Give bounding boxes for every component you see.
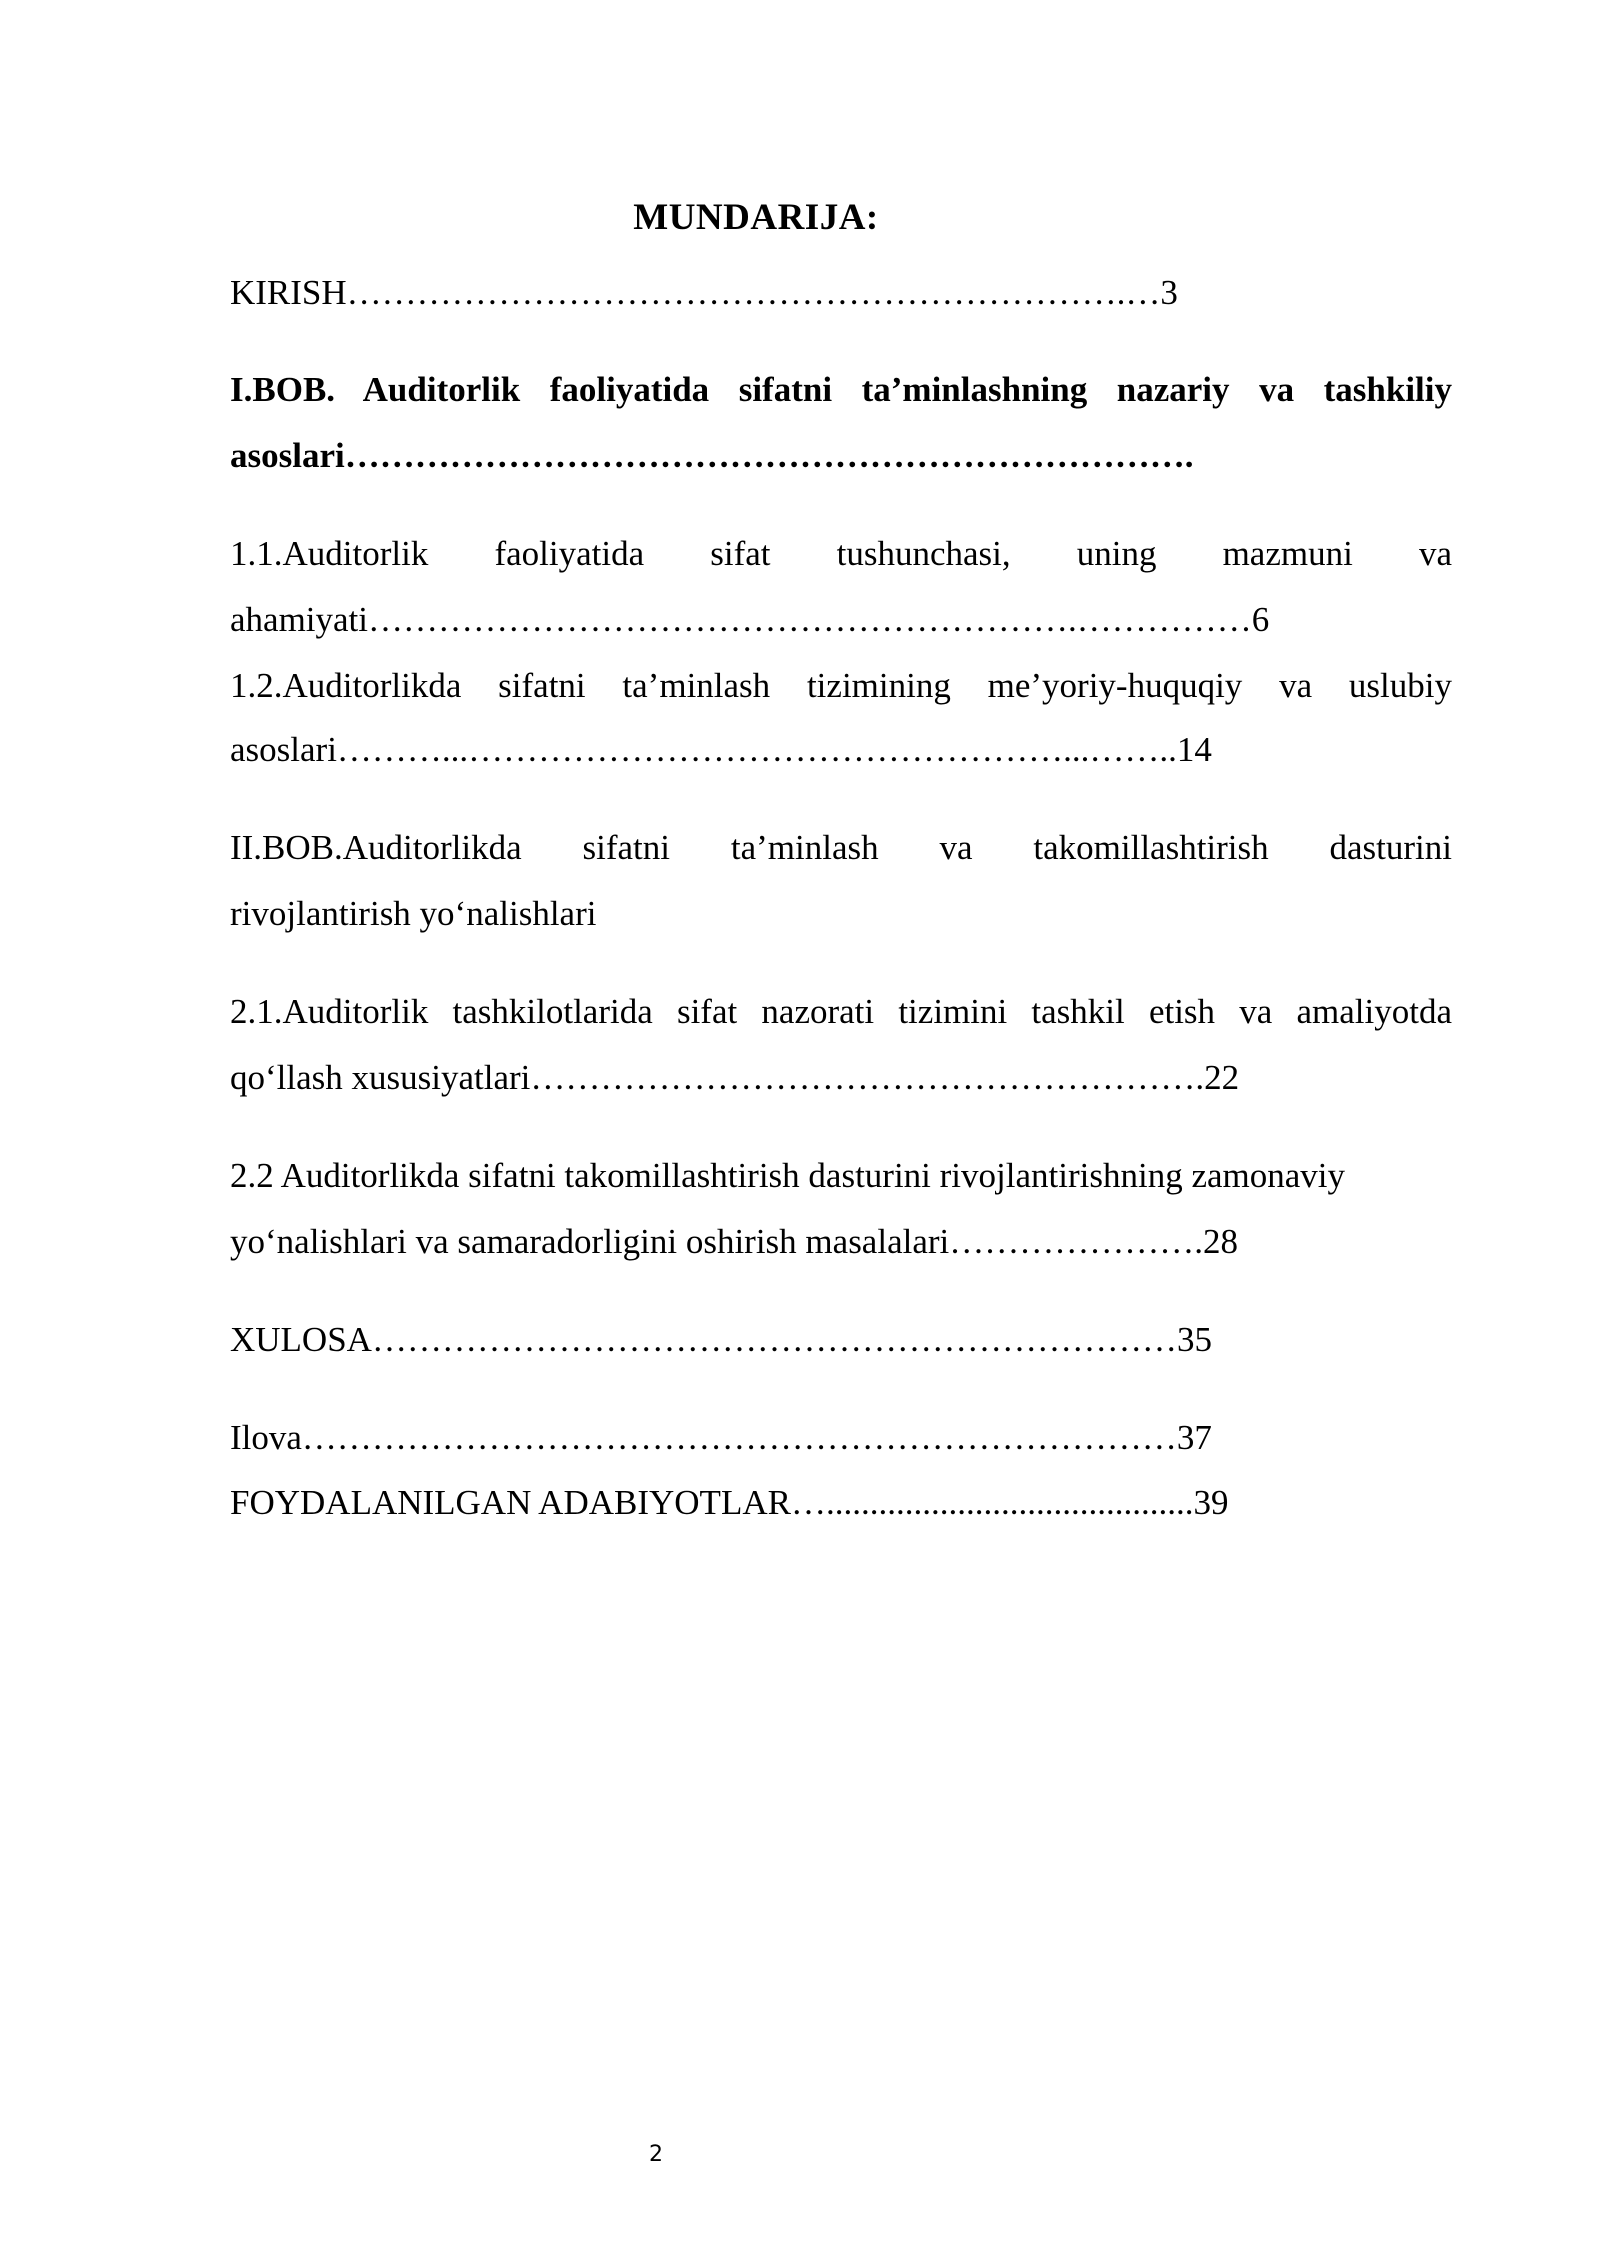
- toc-entry-section-2-2-line-2: yo‘nalishlari va samaradorligini oshirish masalalari………………….28: [230, 1222, 1238, 1261]
- toc-entry-chapter-2-line-2: rivojlantirish yo‘nalishlari: [230, 894, 597, 933]
- toc-entry-xulosa: XULOSA……………………………………………………………35: [230, 1320, 1212, 1359]
- table-of-contents-title: MUNDARIJA:: [633, 197, 879, 238]
- toc-entry-section-1-1-line-1: 1.1.Auditorlik faoliyatida sifat tushunchasi, uning mazmuni va: [230, 534, 1452, 573]
- page-number: 2: [649, 2142, 663, 2167]
- toc-entry-section-2-2-line-1: 2.2 Auditorlikda sifatni takomillashtirish dasturini rivojlantirishning zamonaviy: [230, 1156, 1345, 1195]
- toc-entry-adabiyotlar: FOYDALANILGAN ADABIYOTLAR…..........................................39: [230, 1483, 1229, 1522]
- toc-entry-chapter-1-line-1: I.BOB. Auditorlik faoliyatida sifatni ta’minlashning nazariy va tashkiliy: [230, 370, 1452, 409]
- toc-entry-chapter-1-line-2: asoslari……………………………………………………………….: [230, 436, 1194, 475]
- toc-entry-kirish: KIRISH………………………………………………………….…3: [230, 273, 1178, 312]
- toc-entry-ilova: Ilova…………………………………………………………………37: [230, 1418, 1212, 1457]
- toc-entry-section-1-2-line-1: 1.2.Auditorlikda sifatni ta’minlash tizimining me’yoriy-huquqiy va uslubiy: [230, 666, 1452, 705]
- toc-entry-section-2-1-line-2: qo‘llash xususiyatlari………………………………………………….22: [230, 1058, 1240, 1097]
- toc-entry-section-2-1-line-1: 2.1.Auditorlik tashkilotlarida sifat nazorati tizimini tashkil etish va amaliyotda: [230, 992, 1452, 1031]
- toc-entry-section-1-2-line-2: asoslari………...……………………………………………...……..14: [230, 730, 1212, 769]
- toc-entry-section-1-1-line-2: ahamiyati…………………………………………………….……………6: [230, 600, 1270, 639]
- toc-entry-chapter-2-line-1: II.BOB.Auditorlikda sifatni ta’minlash va takomillashtirish dasturini: [230, 828, 1452, 867]
